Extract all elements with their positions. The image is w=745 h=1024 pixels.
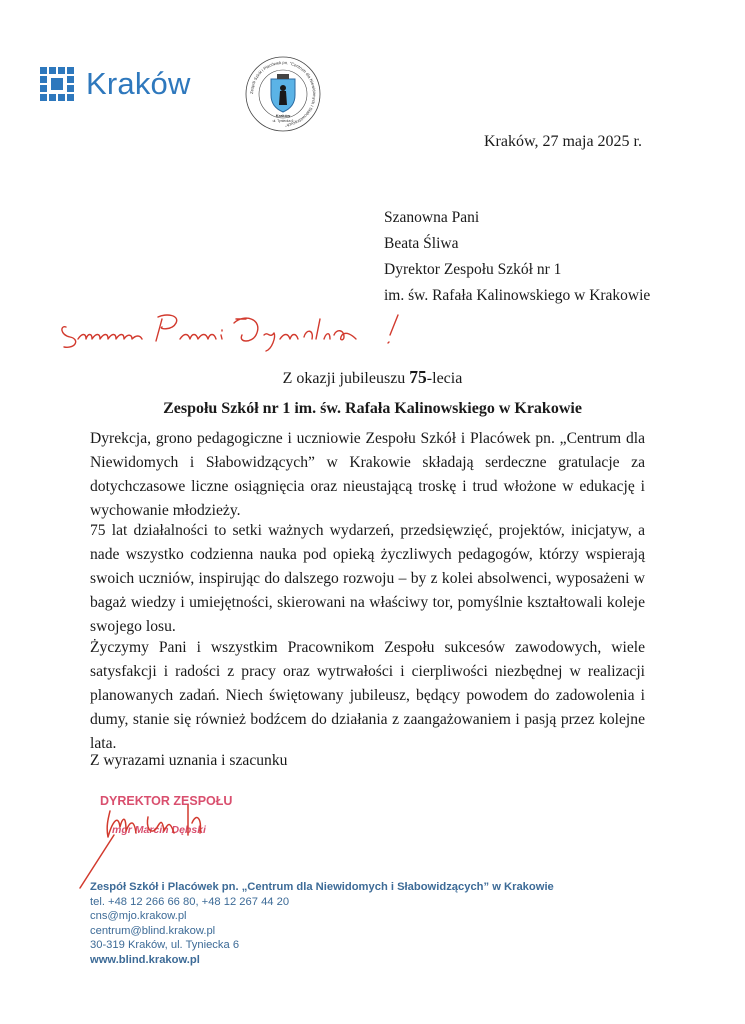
date-line: Kraków, 27 maja 2025 r. (483, 133, 642, 150)
footer-organization: Zespół Szkół i Placówek pn. „Centrum dla Niewidomych i Słabowidzących” w Krakowie (90, 881, 554, 893)
footer-website: www.blind.krakow.pl (90, 953, 200, 966)
paragraph-history: 75 lat działalności to setki ważnych wydarzeń, przedsięwzięć, projektów, inicjatyw, a nade wszystko codzienna nauka pod opieką życzliwych pedagogów, którzy wspierają swoich uczniów, inspirując do dalszego rozwoju – by z kolei absolwenci, wyposażeni w bagaż wiedzy i umiejętności, skierowani na właściwy tor, pomyślnie kształtowali koleje swojego losu. (90, 522, 645, 635)
handwritten-greeting-signature (58, 305, 418, 355)
svg-text:Kraków: Kraków (275, 113, 291, 118)
occasion-prefix: Z okazji jubileuszu (282, 370, 410, 387)
addressee-name: Beata Śliwa (384, 235, 459, 252)
footer-contact (90, 880, 554, 967)
addressee-school: im. św. Rafała Kalinowskiego w Krakowie (384, 287, 651, 304)
addressee-title: Dyrektor Zespołu Szkół nr 1 (384, 261, 562, 278)
closing-line: Z wyrazami uznania i szacunku (90, 752, 288, 769)
svg-text:DYREKTOR ZESPOŁU: DYREKTOR ZESPOŁU (100, 794, 233, 808)
krakow-logo (40, 66, 191, 102)
school-seal-icon (244, 55, 322, 133)
svg-text:ul. Tyniecka 6: ul. Tyniecka 6 (272, 119, 294, 123)
footer-phone: tel. +48 12 266 66 80, +48 12 267 44 20 (90, 895, 290, 908)
footer-email-1: cns@mjo.krakow.pl (90, 910, 187, 922)
svg-text:Zespół Szkół i Placówek pn. "C: Zespół Szkół i Placówek pn. "Centrum dla Niewidomych i Słabowidzących" (248, 59, 318, 128)
director-stamp-signature (70, 783, 270, 893)
addressee-salutation: Szanowna Pani (384, 209, 480, 226)
paragraph-wishes: Życzymy Pani i wszystkim Pracownikom Zespołu sukcesów zawodowych, wiele satysfakcji i radości z pracy oraz wytrwałości i cierpliwości niezbędnej w realizacji planowanych zadań. Niech świętowany jubileusz, będący powodem do zadowolenia i dumy, stanie się również bodźcem do działania z zaangażowaniem i pasją przez kolejne lata. (90, 639, 645, 752)
occasion-line (0, 367, 745, 388)
occasion-number: 75 (409, 367, 427, 387)
svg-text:mgr Marcin Dębski: mgr Marcin Dębski (112, 824, 206, 836)
addressee-block (384, 205, 650, 309)
krakow-emblem-icon (40, 67, 74, 101)
occasion-school: Zespołu Szkół nr 1 im. św. Rafała Kalinowskiego w Krakowie (163, 400, 582, 417)
brand-name: Kraków (86, 66, 191, 101)
footer-address: 30-319 Kraków, ul. Tyniecka 6 (90, 939, 240, 951)
footer-email-2: centrum@blind.krakow.pl (90, 924, 216, 937)
occasion-suffix: -lecia (426, 370, 463, 387)
paragraph-congratulations: Dyrekcja, grono pedagogiczne i uczniowie Zespołu Szkół i Placówek pn. „Centrum dla Niewidomych i Słabowidzących” w Krakowie składają serdeczne gratulacje za dotychczasowe liczne osiągnięcia oraz nieustającą troskę i trud włożone w edukację i wychowanie młodzieży. (90, 430, 645, 519)
